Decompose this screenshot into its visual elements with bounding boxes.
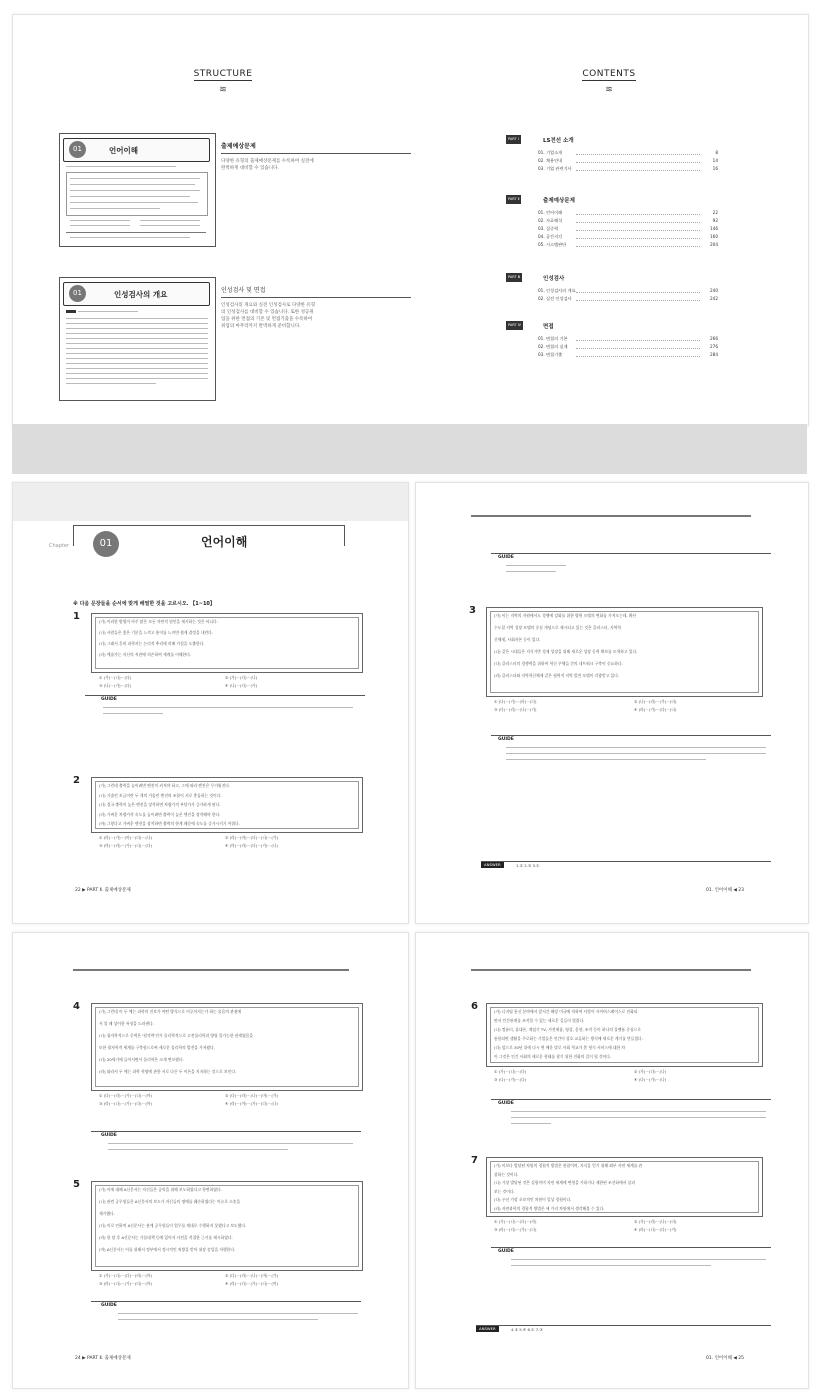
question-line: (다) 그래서 흔히 과학자는 논리적 추리에 의해 가설을 도출한다. [99, 641, 205, 646]
answer-choice[interactable]: ② (가)－(라)－(나)－(다) [634, 1219, 677, 1224]
answer-choice[interactable]: ④ (라)－(가)－(다)－(나) [634, 707, 677, 712]
chapter-number: 01 [93, 531, 119, 557]
mini-chapter-header [63, 138, 210, 162]
question-line: (가) 이보다 발달된 차원의 경험적 방법은 관찰이며, 지식을 얻기 위해 외부 자연 세계를 관 [494, 1163, 643, 1168]
question-line: (나) 같은 시대들은 지식기반 경제 성장을 위해 새로운 성장 동력 확보를 모색하고 있다. [494, 649, 638, 654]
toc-item[interactable]: 01. 인성검사의 개요 240 [538, 288, 718, 293]
toc-item[interactable]: 01. 언어이해 22 [538, 210, 718, 215]
question-line: 신체제, 사회자본 등이 있다. [494, 637, 541, 642]
footer-page-23: 01. 언어이해 ◀ 23 [706, 888, 745, 893]
guide-label-6: GUIDE [498, 1101, 514, 1106]
toc-item[interactable]: 03. 집중력 146 [538, 226, 718, 231]
question-5-number: 5 [73, 1179, 80, 1190]
footer-page-25: 01. 언어이해 ◀ 25 [706, 1356, 745, 1361]
page-23 [415, 482, 809, 924]
toc-item[interactable]: 05. 시스템판단 204 [538, 242, 718, 247]
toc-part-badge: PART Ⅱ [506, 195, 521, 204]
toc-item[interactable]: 03. 기업 관련기사 16 [538, 166, 718, 171]
toc-part-badge: PART Ⅳ [506, 321, 523, 330]
mini2-desc-title: 인성검사 및 면접 [221, 287, 266, 294]
toc-item[interactable]: 03. 면접기출 284 [538, 352, 718, 357]
question-line: 또한 광자학적 세계를 구축함으로써 새로운 물리학의 발전을 가져왔다. [99, 1045, 216, 1050]
toc-item[interactable]: 02. 면접의 실제 276 [538, 344, 718, 349]
question-line: 서 볼 때 상이한 특징을 드러낸다. [99, 1021, 154, 1026]
question-line: (라) 가벼운 차량가격 속도를 높이려면 출력이 높은 엔진을 장착해야 한다. [99, 811, 221, 817]
chapter-label: Chapter [49, 543, 69, 549]
mini2-desc: 인성검사의 개요와 실전 인성검사로 다양한 유형의 인성검사를 대비할 수 있습니다. 또한 성공취업을 위한 면접의 기본 및 면접기출을 수록하여 취업의 마무리까지 완벽하게 준비합니다. [221, 303, 316, 329]
mini1-desc: 다양한 유형의 출제예상문제를 수록하여 실전에 완벽하게 대비할 수 있습니다. [221, 159, 314, 171]
footer-page-24: 24 ▶ PART Ⅱ. 출제예상문제 [75, 1356, 131, 1361]
page-25 [415, 932, 809, 1389]
question-line: (라) 클러스터와 지역혁신체제 같은 협력적 지역 발전 모델이 각광받고 있다. [494, 673, 620, 678]
answer-choice[interactable]: ④ (마)－(라)－(다)－(가)－(나) [225, 843, 278, 848]
question-line: (다) 결국 출력이 높은 엔진을 장착하면 차량가격 부담가가 증가하게 된다. [99, 802, 221, 807]
question-line: (가) 이는 지역의 자원에서도 경쟁에 강화를 위한 방편 모델의 변화를 가져오는데, 확산 [494, 613, 637, 618]
question-line: 제기했다. [99, 1211, 115, 1216]
answer-choice[interactable]: ② (다)－(라)－(나)－(마)－(가) [225, 1093, 278, 1098]
contents-title: CONTENTS [582, 69, 636, 79]
question-line: (라) 따라서 두 예는 과학 혁명에 관한 서로 다른 두 이론을 지지하는 것으로 보인다. [99, 1069, 237, 1074]
question-line: 면서 인간관계를 조작할 수 있는 새로운 길들이 열렸다. [494, 1018, 585, 1023]
structure-title: STRUCTURE [193, 69, 253, 79]
question-7-number: 7 [471, 1155, 478, 1166]
answer-choice[interactable]: ③ (다)－(라)－(나)－(가) [494, 707, 537, 712]
answer-choice[interactable]: ③ (라)－(다)－(가)－(나) [494, 1227, 537, 1232]
toc-part-title: 출제예상문제 [543, 198, 575, 204]
question-line: (나) 광자학적으로 중력은 '원격력'인가 물리학적으로 고전물리학과 양립 불가능한 관계였음을 [99, 1033, 254, 1038]
answer-choice[interactable]: ① (가)－(나)－(다)－(라)－(마) [99, 1273, 152, 1278]
guide-label-3: GUIDE [498, 737, 514, 742]
answer-choice[interactable]: ② (가)－(다)－(나) [634, 1069, 667, 1074]
question-line: (가) 이러한 방법이 아주 많은 모든 자연적 원인을 제거하는 것은 아니다. [99, 619, 218, 624]
answer-choice[interactable]: ① (라)－(가)－(마)－(다)－(나) [99, 835, 152, 840]
answer-choice[interactable]: ② (가)－(다)－(나) [225, 675, 258, 680]
guide-label-1: GUIDE [101, 697, 117, 702]
answer-choice[interactable]: ① (가)－(나)－(다) [99, 675, 132, 680]
instruction: ※ 다음 문장들을 순서에 맞게 배열한 것을 고르시오. 【1~10】 [73, 601, 215, 607]
question-line: (나) 관련 공무원들은 A신문사의 보도가 자신들의 명예를 훼손하였다는 이유로 소송을 [99, 1199, 241, 1204]
page-22 [12, 482, 409, 924]
question-3-number: 3 [469, 605, 476, 616]
mini-chapter-header-2 [63, 282, 210, 306]
answer-choice[interactable]: ③ (마)－(라)－(가)－(나)－(다) [99, 843, 152, 848]
mini-chapter-number: 01 [69, 141, 86, 158]
guide-label-top: GUIDE [498, 555, 514, 560]
question-line: 찰하는 것이다. [494, 1171, 519, 1177]
question-line: (다) 클러스터의 경쟁력을 위하여 혁신 주체들 간의 네트워크 구축이 중요하다. [494, 661, 623, 666]
question-line: (가) 그런데 이 두 예는 과학의 진보가 어떤 방식으로 이루어지는가 하는 물음의 관점에 [99, 1009, 242, 1014]
question-line: (라) 예술가는 자신의 직관에 의존하여 세계를 이해한다. [99, 652, 192, 657]
question-line: (나) 가장 발달된 것은 실험이며 자연 세계에 변형을 가하거나 제한된 조건하에서 살펴 [494, 1180, 635, 1185]
mini-chapter-title: 언어이해 [109, 146, 138, 155]
toc-part-badge: PART Ⅰ [506, 135, 521, 144]
answer-choice[interactable]: ① (가)－(나)－(다) [494, 1069, 527, 1074]
question-line: (가) 이에 대해 A신문사는 자신들은 공익을 위해 보도하였다고 항변하였다. [99, 1187, 222, 1192]
question-line: (다) 앞으로 30년 뒤에 다시 면 배운 말로 사회 학교가 쏟 형식 서비스에 대한 차 [494, 1045, 626, 1050]
answer-choice[interactable]: ④ (라)－(다)－(가)－(나)－(마) [225, 1281, 278, 1286]
toc-part-title: LS전선 소개 [543, 138, 574, 144]
page-24 [12, 932, 409, 1389]
question-line: (나) 사람들은 좋은 기분을 느끼고 흥미를 느끼면 쉽게 결정을 내린다. [99, 630, 214, 635]
chapter-title: 언어이해 [201, 535, 248, 549]
answer-choice[interactable]: ② (라)－(마)－(다)－(나)－(가) [225, 835, 278, 840]
question-line: 보는 것이다. [494, 1188, 515, 1194]
question-line: (나) 가솔린 보급이란 두 개의 가솔린 엔진의 조합이 서로 충돌하는 것이다. [99, 792, 222, 798]
answer-choice[interactable]: ③ (라)－(나)－(가)－(다)－(마) [99, 1101, 152, 1106]
answer-choice[interactable]: ① (나)－(가)－(라)－(다) [494, 699, 537, 704]
question-line: 통합되면 생활을 주로하는 기업들은 인간이 상호 교류하는 방식에 새로운 계기를 만들었다. [494, 1036, 643, 1041]
guide-label-4: GUIDE [101, 1133, 117, 1138]
answers-1: 1.② 2.③ 3.① [516, 863, 540, 868]
answer-choice[interactable]: ② (나)－(라)－(가)－(다) [634, 699, 677, 704]
mini-chapter-title-2: 인성검사의 개요 [114, 290, 168, 299]
question-line: 수도할 지역 성장 모델의 중심 개념으로 제시되고 있는 것은 클러스터, 지역혁 [494, 625, 621, 630]
question-1-number: 1 [73, 611, 80, 622]
toc-part-badge: PART Ⅲ [506, 273, 522, 282]
question-4-number: 4 [73, 1001, 80, 1012]
question-6-number: 6 [471, 1001, 478, 1012]
spread-structure-contents [12, 14, 809, 426]
answer-choice[interactable]: ① (다)－(라)－(가)－(나)－(마) [99, 1093, 152, 1098]
toc-part-title: 면접 [543, 324, 554, 330]
toc-item[interactable]: 01. 기업소개 8 [538, 150, 718, 155]
structure-sample-page-2 [59, 277, 216, 401]
structure-chevron-icon: ≋ [219, 85, 227, 95]
toc-part-title: 인성검사 [543, 276, 565, 282]
toc-item[interactable]: 02. 채용안내 14 [538, 158, 718, 163]
question-line: (가) 디지털 통신 분야에서 앞서간 해당 미국에 의하여 사람이 사이버스페이스로 진화되 [494, 1009, 638, 1014]
question-line: (다) 우선 가장 초보적인 차원이 일상 경험이다. [494, 1197, 572, 1202]
question-line: (마) 그렇다고 가벼운 엔진을 장착하면 출력의 한계 때문에 속도를 증가시키기 어렵다. [99, 821, 240, 826]
question-line: (다) 20세기에 들어서면서 물리학은 크게 변모했다. [99, 1057, 184, 1062]
mini-chapter-number-2: 01 [69, 285, 86, 302]
structure-sample-page-1 [59, 133, 216, 247]
answer-choice[interactable]: ① (가)－(나)－(다)－(라) [494, 1219, 537, 1224]
answer-label-2: ANSWER [476, 1325, 499, 1332]
question-line: (마) A신문사는 이를 위해서 정부에서 정시적인 처방을 받아 위장 송입을 자행한다. [99, 1247, 236, 1252]
footer-page-22: 22 ▶ PART Ⅱ. 출제예상문제 [75, 888, 131, 893]
guide-label-7: GUIDE [498, 1249, 514, 1254]
toc-item[interactable]: 04. 공간지각 160 [538, 234, 718, 239]
toc-item[interactable]: 01. 면접의 기본 266 [538, 336, 718, 341]
guide-label-5: GUIDE [101, 1303, 117, 1308]
answer-choice[interactable]: ④ (다)－(가)－(나) [634, 1077, 667, 1082]
question-line: (라) 자연과학의 경험적 방법은 세 가지 차원에서 생각해볼 수 있다. [494, 1205, 605, 1211]
answer-choice[interactable]: ④ (라)－(마)－(가)－(다)－(나) [225, 1101, 278, 1106]
question-line: (라) 한 달 후 A신문사는 가뭄대책 등에 있어서 사전을 적절한 근거를 제시하였다. [99, 1235, 233, 1240]
answer-choice[interactable]: ③ (나)－(가)－(다) [99, 683, 132, 688]
contents-chevron-icon: ≋ [605, 85, 613, 95]
answer-choice[interactable]: ② (다)－(라)－(나)－(마)－(가) [225, 1273, 278, 1278]
question-line: (다) 이로 인하여 A신문사는 관계 공무원들이 업무를 제대로 수행하지 못했다고 보도했다. [99, 1223, 247, 1228]
answer-choice[interactable]: ③ (나)－(가)－(다) [494, 1077, 527, 1082]
answers-2: 4.③ 5.④ 6.① 7.③ [511, 1327, 543, 1332]
answer-choice[interactable]: ④ (라)－(나)－(다)－(가) [634, 1227, 677, 1232]
answer-choice[interactable]: ④ (나)－(다)－(가) [225, 683, 258, 688]
page-separator-band [12, 424, 807, 474]
question-2-number: 2 [73, 775, 80, 786]
question-line: (나) 컴퓨터, 휴대폰, 게임기 TV, 가전제품, 영상, 음향, 조작 등이 하나의 플랫폼 중심으로 [494, 1027, 641, 1032]
answer-choice[interactable]: ③ (라)－(나)－(가)－(다)－(마) [99, 1281, 152, 1286]
question-line: 이 그것은 인간 사회의 새로운 형태를 찾기 위한 진화의 길이 될 것이다. [494, 1054, 612, 1059]
mini1-desc-title: 출제예상문제 [221, 143, 256, 150]
toc-item[interactable]: 02. 자료해석 92 [538, 218, 718, 223]
question-line: (가) 그런데 출력을 높이려면 엔진이 커져야 하고, 그에 따라 엔진은 무거워진다. [99, 783, 231, 788]
toc-item[interactable]: 02. 실전 인성검사 242 [538, 296, 718, 301]
answer-label-1: ANSWER [481, 861, 504, 868]
